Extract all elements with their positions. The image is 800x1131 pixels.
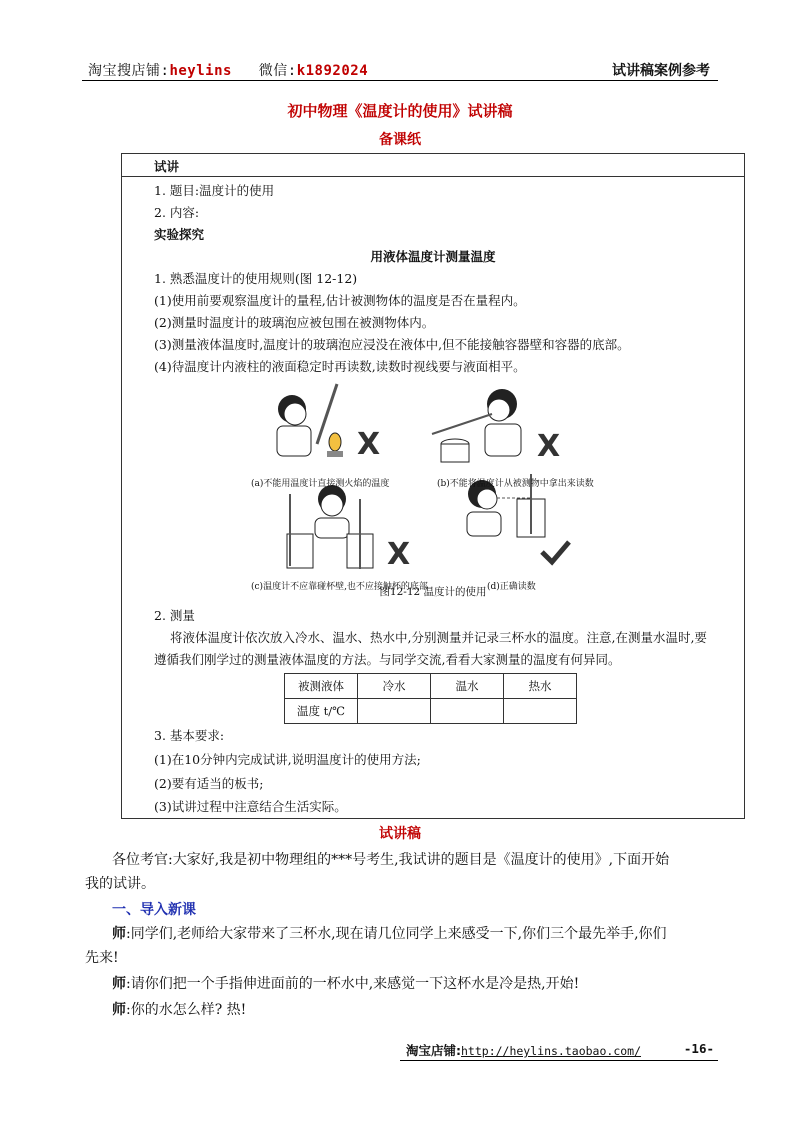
table-cell: [431, 699, 504, 724]
header-shop-info: [88, 60, 368, 80]
shop-name: heylins: [169, 63, 232, 79]
rules-title: 1. 熟悉温度计的使用规则(图 12-12): [154, 271, 358, 286]
script-section-title: 试讲稿: [379, 826, 421, 842]
rule-4: (4)待温度计内液柱的液面稳定时再读数,读数时视线要与液面相平。: [154, 359, 526, 374]
intro-line-2: 我的试讲。: [85, 876, 155, 892]
requirement-3: (3)试讲过程中注意结合生活实际。: [154, 799, 347, 814]
teacher-label: 师: [112, 926, 126, 942]
svg-text:X: X: [357, 427, 381, 462]
dialog-2-text: :请你们把一个手指伸进面前的一杯水中,来感觉一下这杯水是冷是热,开始!: [126, 976, 580, 992]
header-right-title: 试讲稿案例参考: [612, 63, 710, 79]
intro-line-1: 各位考官:大家好,我是初中物理组的***号考生,我试讲的题目是《温度计的使用》,下面开始: [112, 852, 670, 868]
table-header: 温水: [431, 674, 504, 699]
table-cell: [358, 699, 431, 724]
footer-shop: [406, 1041, 641, 1059]
table-cell: [504, 699, 577, 724]
requirements-title: 3. 基本要求:: [154, 728, 225, 743]
rule-3: (3)测量液体温度时,温度计的玻璃泡应浸没在液体中,但不能接触容器壁和容器的底部。: [154, 337, 630, 352]
document-subtitle: 备课纸: [379, 132, 421, 148]
wechat-id: k1892024: [296, 63, 369, 79]
table-header: 冷水: [358, 674, 431, 699]
topic-line: 1. 题目:温度计的使用: [154, 183, 275, 198]
svg-text:X: X: [537, 429, 561, 464]
content-label: 2. 内容:: [154, 205, 200, 220]
requirement-2: (2)要有适当的板书;: [154, 776, 264, 791]
caption-d: (d)正确读数: [487, 582, 536, 592]
page-header: [82, 58, 718, 81]
box-head-row: [122, 154, 744, 177]
footer-label: 淘宝店铺:: [406, 1043, 461, 1058]
dialog-3-text: :你的水怎么样? 热!: [126, 1002, 247, 1018]
measure-line-1: 将液体温度计依次放入冷水、温水、热水中,分别测量并记录三杯水的温度。注意,在测量水温时,要: [170, 630, 707, 645]
figure-illustration: [247, 374, 617, 574]
shop-label: 淘宝搜店铺:: [88, 63, 170, 79]
dialog-2: [112, 972, 722, 996]
teacher-label: 师: [112, 976, 126, 992]
panel-a-illustration: [277, 384, 380, 462]
table-header-row: [285, 674, 577, 699]
experiment-label: 实验探究: [154, 227, 205, 242]
caption-c: (c)温度计不应靠碰杯壁,也不应接触杯的底部: [251, 582, 428, 592]
requirement-1: (1)在10分钟内完成试讲,说明温度计的使用方法;: [154, 752, 421, 767]
dialog-1-text: :同学们,老师给大家带来了三杯水,现在请几位同学上来感受一下,你们三个最先举手,你们: [126, 926, 667, 942]
thermometer-usage-figure: [247, 374, 617, 604]
table-row: [285, 699, 577, 724]
document-title: 初中物理《温度计的使用》试讲稿: [287, 102, 513, 120]
part-1-heading: 一、导入新课: [112, 902, 196, 918]
wechat-label: 微信:: [258, 63, 297, 79]
svg-text:X: X: [387, 537, 411, 572]
page-number: -16-: [683, 1041, 714, 1056]
panel-c-illustration: [287, 485, 410, 572]
table-header: 被测液体: [285, 674, 358, 699]
panel-b-illustration: [432, 389, 560, 464]
page-footer: [400, 1040, 718, 1061]
dialog-3: [112, 998, 722, 1022]
measure-title: 2. 测量: [154, 608, 195, 623]
box-head: 试讲: [154, 159, 180, 174]
table-header: 热水: [504, 674, 577, 699]
caption-a: (a)不能用温度计直接测火焰的温度: [251, 479, 390, 489]
dialog-1-line-1: [112, 922, 722, 946]
dialog-1-line-2: 先来!: [85, 950, 119, 966]
teacher-label: 师: [112, 1002, 126, 1018]
measurement-table: [284, 673, 577, 724]
experiment-title: 用液体温度计测量温度: [370, 249, 496, 264]
table-row-label: 温度 t/℃: [285, 699, 358, 724]
caption-b: (b)不能将温度计从被测物中拿出来读数: [437, 479, 594, 489]
figure-title: 图12-12 温度计的使用: [379, 586, 487, 598]
footer-url-link[interactable]: http://heylins.taobao.com/: [461, 1044, 642, 1058]
rule-1: (1)使用前要观察温度计的量程,估计被测物体的温度是否在量程内。: [154, 293, 526, 308]
measure-line-2: 遵循我们刚学过的测量液体温度的方法。与同学交流,看看大家测量的温度有何异同。: [154, 652, 621, 667]
rule-2: (2)测量时温度计的玻璃泡应被包围在被测物体内。: [154, 315, 435, 330]
lesson-plan-box: [121, 153, 745, 819]
